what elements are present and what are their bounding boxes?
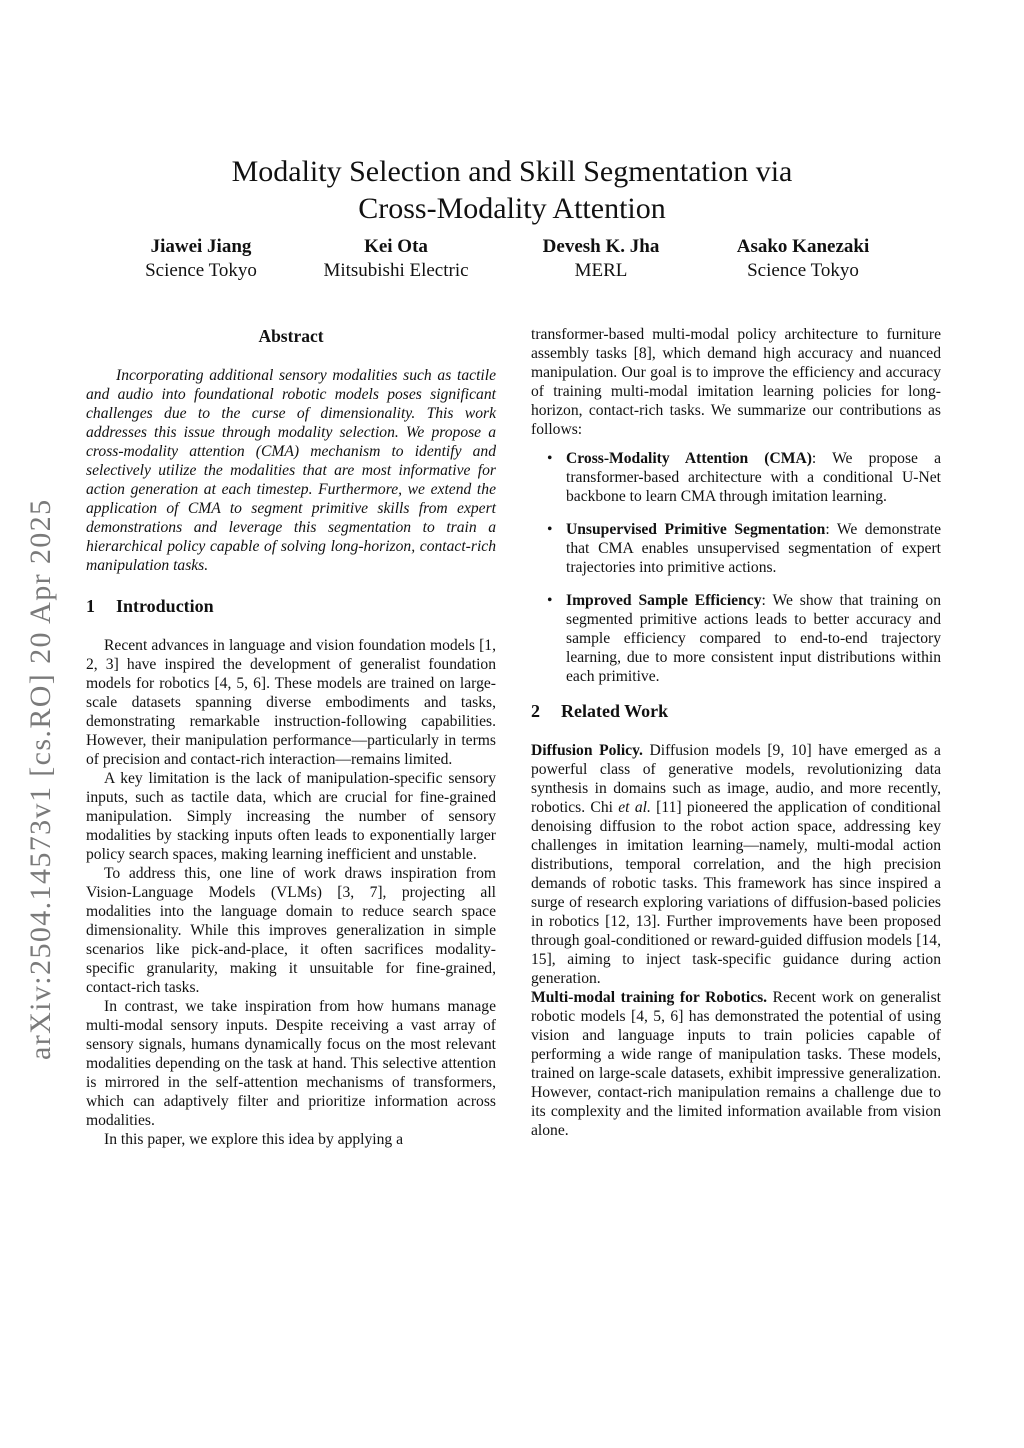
contribution-title: Improved Sample Efficiency <box>566 592 762 609</box>
paper-title <box>0 153 1024 227</box>
intro-paragraph: In this paper, we explore this idea by applying a <box>104 1131 404 1148</box>
contribution-text: : We propose a transformer-based architecture with a conditional U-Net backbone to learn CMA through imitation learning. <box>566 450 941 505</box>
paragraph-text: Recent work on generalist robotic models [4, 5, 6] has demonstrated the potential of using vision and language inputs to train policies capable of performing a wide range of manipulation tasks. These models, trained on large-scale datasets, exhibit impressive generalization. However, contact-rich manipulation remains a challenge due to its complexity and the limited information available from vision alone. <box>531 989 941 1139</box>
contribution-list <box>531 449 941 686</box>
author-2 <box>286 235 506 283</box>
related-paragraph-diffusion <box>531 741 941 988</box>
author-name: Kei Ota <box>364 236 428 257</box>
title-line-1: Modality Selection and Skill Segmentation via <box>231 155 793 188</box>
arxiv-identifier: arXiv:2504.14573v1 [cs.RO] 20 Apr 2025 <box>24 498 57 1060</box>
abstract-heading: Abstract <box>258 326 324 346</box>
bullet-icon: • <box>547 521 553 538</box>
author-affiliation: MERL <box>574 260 628 281</box>
intro-paragraph: Recent advances in language and vision foundation models [1, 2, 3] have inspired the development of generalist foundation models for robotics [4, 5, 6]. These models are trained on large-scale datasets spanning diverse embodiments and tasks, demonstrating remarkable instruction-following capabilities. However, their manipulation performance—particularly in terms of precision and contact-rich interaction—remains limited. <box>86 637 496 768</box>
bullet-icon: • <box>547 450 553 467</box>
bullet-icon: • <box>547 592 553 609</box>
abstract-text: Incorporating additional sensory modalities such as tactile and audio into foundational robotic models poses significant challenges due to the curse of dimensionality. This work addresses this issue through modality selection. We propose a cross-modality attention (CMA) mechanism to identify and selectively utilize the modalities that are most informative for action generation at each timestep. Furthermore, we extend the application of CMA to segment primitive skills from expert demonstrations and leverage this segmentation to train a hierarchical policy capable of solving long-horizon, contact-rich manipulation tasks. <box>86 367 496 574</box>
related-paragraph-multimodal <box>531 988 941 1140</box>
section-heading-related-work <box>531 700 941 722</box>
author-1 <box>91 235 311 283</box>
intro-paragraph: To address this, one line of work draws inspiration from Vision-Language Models (VLMs) [3, 7], projecting all modalities into the language domain to reduce search space dimensionality. While this improves generalization in simple scenarios like pick-and-place, it often sacrifices modality-specific granularity, making it unsuitable for fine-grained, contact-rich tasks. <box>86 865 496 996</box>
title-line-2: Cross-Modality Attention <box>358 192 666 225</box>
paragraph-text: [11] pioneered the application of conditional denoising diffusion to the robot action space, addressing key challenges in imitation learning—namely, multi-modal action distributions, temporal correlation, and the high precision demands of robotic tasks. This framework has since inspired a surge of research exploring variations of diffusion-based policies in robotics [12, 13]. Further improvements have been proposed through goal-conditioned or reward-guided diffusion models [14, 15], aiming to inject task-specific guidance during action generation. <box>531 799 942 987</box>
section-title: Introduction <box>116 596 214 616</box>
paragraph-title: Diffusion Policy. <box>531 742 643 759</box>
section-number: 1 <box>86 596 95 616</box>
author-name: Jiawei Jiang <box>150 236 252 257</box>
contribution-text: : We show that training on segmented primitive actions leads to better accuracy and sample efficiency compared to end-to-end trajectory learning, due to more consistent input distributions within each primitive. <box>566 592 941 685</box>
contribution-title: Cross-Modality Attention (CMA) <box>566 450 812 467</box>
right-column <box>531 325 941 1140</box>
paragraph-text: Diffusion models [9, 10] have emerged as a powerful class of generative models, revolutionizing data synthesis in domains such as image, audio, and more recently, robotics. Chi <box>531 742 941 816</box>
section-number: 2 <box>531 701 540 721</box>
author-affiliation: Mitsubishi Electric <box>323 260 469 281</box>
contribution-text: : We demonstrate that CMA enables unsupervised segmentation of expert trajectories into primitive actions. <box>566 521 941 576</box>
paragraph-title: Multi-modal training for Robotics. <box>531 989 768 1006</box>
author-name: Asako Kanezaki <box>736 236 870 257</box>
intro-paragraph: In contrast, we take inspiration from how humans manage multi-modal sensory inputs. Despite receiving a vast array of sensory signals, humans dynamically focus on the most relevant modalities depending on the task at hand. This selective attention is mirrored in the self-attention mechanisms of transformers, which can adaptively filter and prioritize information across modalities. <box>86 998 496 1129</box>
author-affiliation: Science Tokyo <box>747 260 859 281</box>
contribution-title: Unsupervised Primitive Segmentation <box>566 521 826 538</box>
author-4 <box>693 235 913 283</box>
author-affiliation: Science Tokyo <box>145 260 257 281</box>
author-3 <box>491 235 711 283</box>
left-column <box>86 325 496 1149</box>
section-title: Related Work <box>561 701 669 721</box>
section-heading-introduction <box>86 595 496 617</box>
intro-paragraph: A key limitation is the lack of manipulation-specific sensory inputs, such as tactile data, which are crucial for fine-grained manipulation. Simply increasing the number of sensory modalities by stacking inputs often leads to exponentially larger policy search spaces, making learning inefficient and unstable. <box>86 770 496 863</box>
list-item <box>531 449 941 506</box>
list-item <box>531 591 941 686</box>
intro-continuation: transformer-based multi-modal policy architecture to furniture assembly tasks [8], which demand high accuracy and nuanced manipulation. Our goal is to improve the efficiency and accuracy of training multi-modal imitation learning policies for long-horizon, contact-rich tasks. We summarize our contributions as follows: <box>531 326 941 438</box>
author-name: Devesh K. Jha <box>542 236 660 257</box>
citation-etal: et al. <box>618 799 651 816</box>
list-item <box>531 520 941 577</box>
